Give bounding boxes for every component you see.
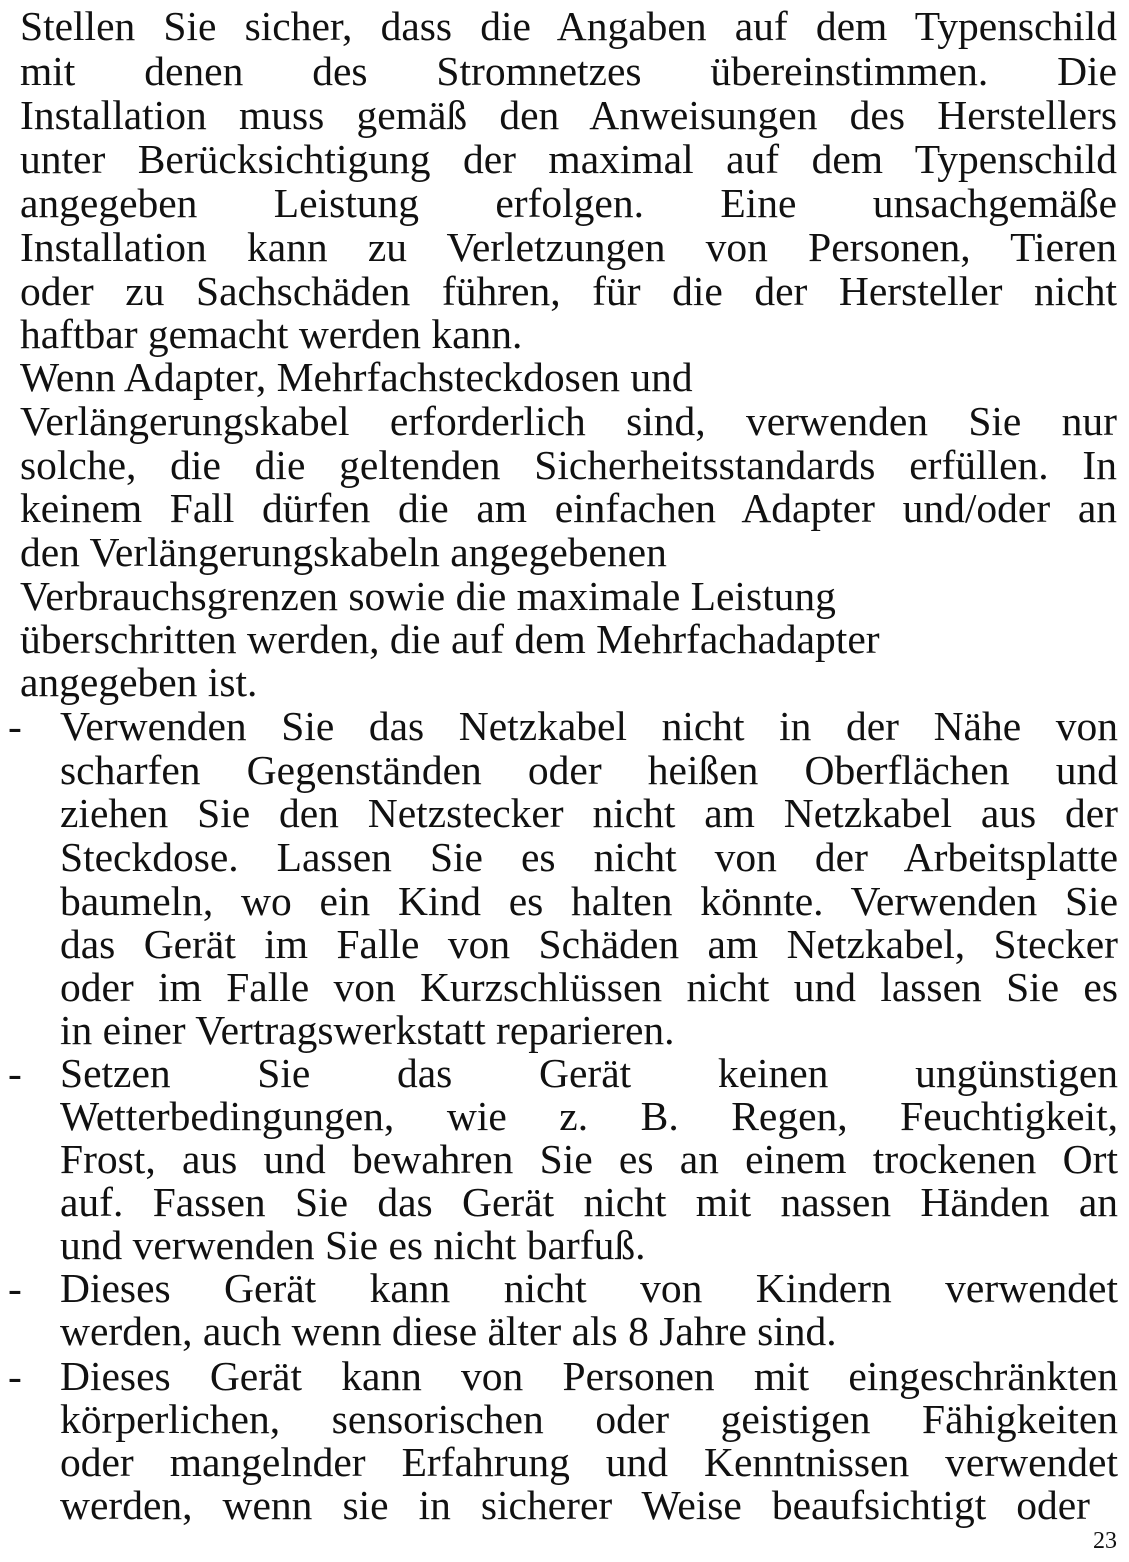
text-line: Wenn Adapter, Mehrfachsteckdosen und — [20, 354, 693, 400]
text-line: Steckdose. Lassen Sie es nicht von der Arbeitsplatte — [60, 834, 1118, 880]
text-line: Wetterbedingungen, wie z. B. Regen, Feuchtigkeit, — [60, 1093, 1118, 1139]
text-line: angegeben ist. — [20, 659, 258, 705]
text-line: Verwenden Sie das Netzkabel nicht in der Nähe von — [60, 703, 1118, 749]
text-line: überschritten werden, die auf dem Mehrfachadapter — [20, 616, 880, 662]
bullet-dash: - — [8, 1265, 22, 1311]
text-line: ziehen Sie den Netzstecker nicht am Netzkabel aus der — [60, 790, 1118, 836]
text-line: das Gerät im Falle von Schäden am Netzkabel, Stecker — [60, 921, 1118, 967]
text-line: keinem Fall dürfen die am einfachen Adapter und/oder an — [20, 485, 1117, 531]
text-line: oder zu Sachschäden führen, für die der Hersteller nicht — [20, 268, 1117, 314]
text-line: Installation kann zu Verletzungen von Personen, Tieren — [20, 224, 1117, 270]
text-line: körperlichen, sensorischen oder geistigen Fähigkeiten — [60, 1396, 1118, 1442]
text-line: solche, die die geltenden Sicherheitsstandards erfüllen. In — [20, 442, 1117, 488]
bullet-dash: - — [8, 1353, 22, 1399]
text-line: Installation muss gemäß den Anweisungen des Herstellers — [20, 92, 1117, 138]
text-line: haftbar gemacht werden kann. — [20, 311, 523, 357]
text-line: Setzen Sie das Gerät keinen ungünstigen — [60, 1050, 1118, 1096]
text-line: oder im Falle von Kurzschlüssen nicht und lassen Sie es — [60, 964, 1118, 1010]
text-line: Stellen Sie sicher, dass die Angaben auf dem Typenschild — [20, 3, 1117, 49]
text-line: scharfen Gegenständen oder heißen Oberflächen und — [60, 747, 1118, 793]
text-line: in einer Vertragswerkstatt reparieren. — [60, 1007, 675, 1053]
text-line: werden, auch wenn diese älter als 8 Jahre sind. — [60, 1308, 837, 1354]
bullet-dash: - — [8, 703, 22, 749]
text-line: Verlängerungskabel erforderlich sind, verwenden Sie nur — [20, 398, 1117, 444]
page-number: 23 — [1093, 1528, 1117, 1554]
text-line: Frost, aus und bewahren Sie es an einem trockenen Ort — [60, 1136, 1118, 1182]
text-line: oder mangelnder Erfahrung und Kenntnissen verwendet — [60, 1439, 1118, 1485]
text-line: angegeben Leistung erfolgen. Eine unsachgemäße — [20, 180, 1117, 226]
text-line: unter Berücksichtigung der maximal auf dem Typenschild — [20, 136, 1117, 182]
text-line: Dieses Gerät kann von Personen mit eingeschränkten — [60, 1353, 1118, 1399]
text-line: Dieses Gerät kann nicht von Kindern verwendet — [60, 1265, 1118, 1311]
text-line: den Verlängerungskabeln angegebenen — [20, 529, 667, 575]
text-line: werden, wenn sie in sicherer Weise beaufsichtigt oder — [60, 1482, 1090, 1528]
text-line: auf. Fassen Sie das Gerät nicht mit nassen Händen an — [60, 1179, 1118, 1225]
text-line: mit denen des Stromnetzes übereinstimmen. Die — [20, 48, 1117, 94]
text-line: baumeln, wo ein Kind es halten könnte. Verwenden Sie — [60, 878, 1118, 924]
text-line: Verbrauchsgrenzen sowie die maximale Leistung — [20, 573, 836, 619]
bullet-dash: - — [8, 1050, 22, 1096]
text-line: und verwenden Sie es nicht barfuß. — [60, 1222, 646, 1268]
